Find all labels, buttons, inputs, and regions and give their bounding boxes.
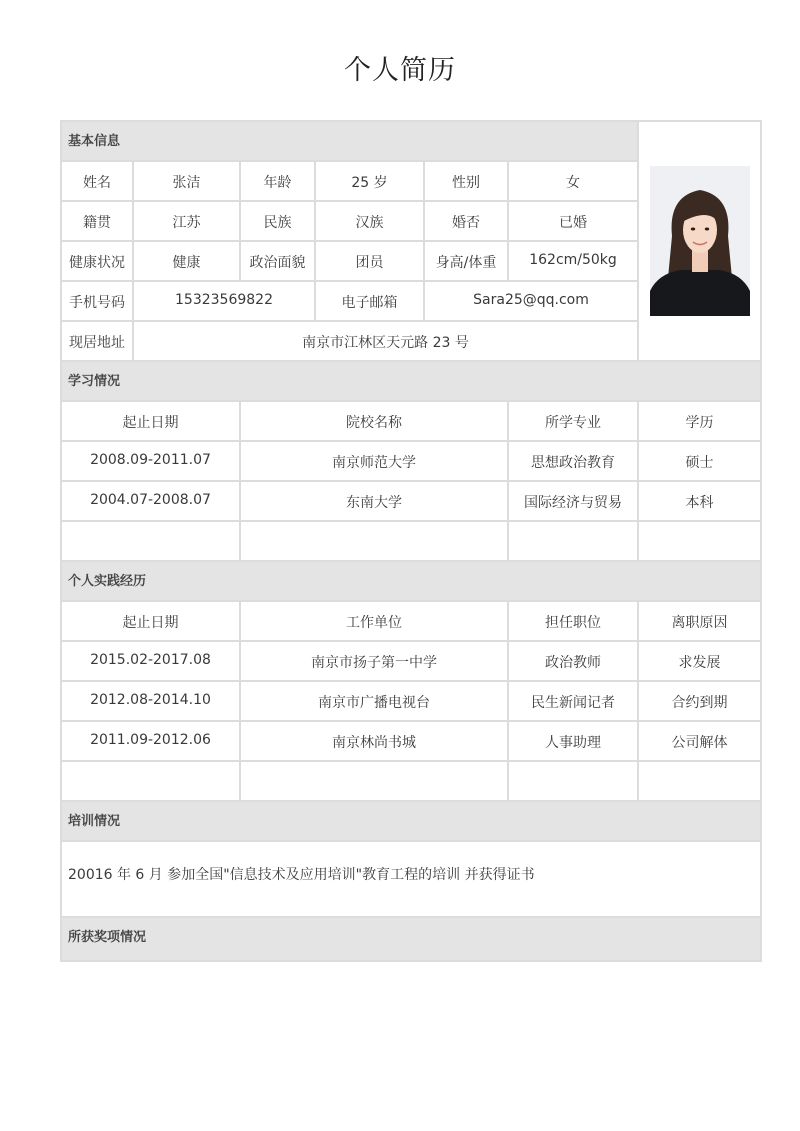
address-value: 南京市江林区天元路 23 号 (133, 321, 638, 361)
education-date: 2004.07-2008.07 (61, 481, 240, 521)
health-label: 健康状况 (61, 241, 133, 281)
experience-header-position: 担任职位 (508, 601, 638, 641)
section-awards: 所获奖项情况 (61, 917, 761, 961)
education-date (61, 521, 240, 561)
section-basic-info: 基本信息 (61, 121, 638, 161)
experience-reason: 求发展 (638, 641, 761, 681)
experience-employer (240, 761, 508, 801)
experience-position (508, 761, 638, 801)
email-label: 电子邮箱 (315, 281, 424, 321)
education-row (61, 481, 761, 521)
political-value: 团员 (315, 241, 424, 281)
education-header-school: 院校名称 (240, 401, 508, 441)
experience-position: 政治教师 (508, 641, 638, 681)
education-header-degree: 学历 (638, 401, 761, 441)
experience-header-employer: 工作单位 (240, 601, 508, 641)
page-title: 个人简历 (344, 55, 456, 86)
experience-date: 2011.09-2012.06 (61, 721, 240, 761)
education-row (61, 441, 761, 481)
ethnicity-value: 汉族 (315, 201, 424, 241)
photo-cell (638, 121, 761, 361)
email-value: Sara25@qq.com (424, 281, 638, 321)
experience-reason (638, 761, 761, 801)
experience-header-date: 起止日期 (61, 601, 240, 641)
education-degree: 本科 (638, 481, 761, 521)
origin-label: 籍贯 (61, 201, 133, 241)
experience-date: 2015.02-2017.08 (61, 641, 240, 681)
phone-label: 手机号码 (61, 281, 133, 321)
education-degree: 硕士 (638, 441, 761, 481)
education-header-row (61, 401, 761, 441)
phone-value: 15323569822 (133, 281, 315, 321)
experience-reason: 公司解体 (638, 721, 761, 761)
education-major: 国际经济与贸易 (508, 481, 638, 521)
experience-employer: 南京市广播电视台 (240, 681, 508, 721)
experience-row (61, 721, 761, 761)
education-major: 思想政治教育 (508, 441, 638, 481)
experience-row (61, 641, 761, 681)
section-education: 学习情况 (61, 361, 761, 401)
education-school (240, 521, 508, 561)
experience-position: 人事助理 (508, 721, 638, 761)
gender-value: 女 (508, 161, 638, 201)
experience-reason: 合约到期 (638, 681, 761, 721)
training-text: 20016 年 6 月 参加全国"信息技术及应用培训"教育工程的培训 并获得证书 (61, 841, 761, 917)
experience-date (61, 761, 240, 801)
education-degree (638, 521, 761, 561)
height-weight-value: 162cm/50kg (508, 241, 638, 281)
experience-header-row (61, 601, 761, 641)
experience-employer: 南京林尚书城 (240, 721, 508, 761)
experience-employer: 南京市扬子第一中学 (240, 641, 508, 681)
experience-header-reason: 离职原因 (638, 601, 761, 641)
origin-value: 江苏 (133, 201, 240, 241)
education-school: 东南大学 (240, 481, 508, 521)
education-date: 2008.09-2011.07 (61, 441, 240, 481)
profile-photo (650, 166, 750, 316)
political-label: 政治面貌 (240, 241, 315, 281)
section-training: 培训情况 (61, 801, 761, 841)
age-label: 年龄 (240, 161, 315, 201)
gender-label: 性别 (424, 161, 508, 201)
resume-table (60, 120, 762, 962)
education-header-major: 所学专业 (508, 401, 638, 441)
education-row (61, 521, 761, 561)
education-major (508, 521, 638, 561)
experience-date: 2012.08-2014.10 (61, 681, 240, 721)
ethnicity-label: 民族 (240, 201, 315, 241)
height-weight-label: 身高/体重 (424, 241, 508, 281)
name-value: 张洁 (133, 161, 240, 201)
marital-value: 已婚 (508, 201, 638, 241)
education-header-date: 起止日期 (61, 401, 240, 441)
experience-position: 民生新闻记者 (508, 681, 638, 721)
section-experience: 个人实践经历 (61, 561, 761, 601)
experience-row (61, 761, 761, 801)
experience-row (61, 681, 761, 721)
health-value: 健康 (133, 241, 240, 281)
age-value: 25 岁 (315, 161, 424, 201)
education-school: 南京师范大学 (240, 441, 508, 481)
name-label: 姓名 (61, 161, 133, 201)
marital-label: 婚否 (424, 201, 508, 241)
address-label: 现居地址 (61, 321, 133, 361)
